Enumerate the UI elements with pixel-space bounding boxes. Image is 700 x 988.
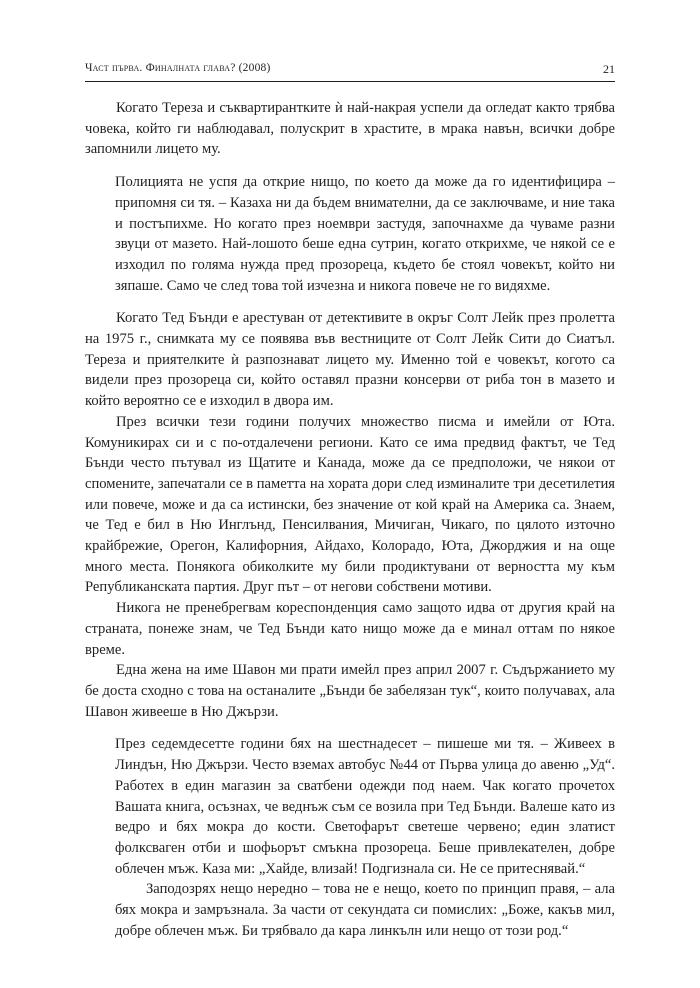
chapter-title-text: Част първа. Финалната глава?	[85, 62, 236, 74]
paragraph: Когато Тереза и съквартирантките ѝ най-накрая успели да огледат както трябва човека, който ги наблюдавал, полускрит в храстите, в мрака навън, всички добре запомнили лицето му.	[85, 100, 615, 158]
chapter-title	[85, 62, 271, 74]
body-text	[85, 98, 615, 941]
paragraph: Никога не пренебрегвам кореспонденция само защото идва от другия край на страната, понеже знам, че Тед Бънди като нищо може да е минал оттам по някое време.	[85, 600, 615, 658]
quote-paragraph: Заподозрях нещо нередно – това не е нещо, което по принцип правя, – ала бях мокра и замръзнала. За части от секундата си помислих: „Боже, какъв мил, добре облечен мъж. Би трябвало да кара линкълн или нещо от този род.“	[115, 881, 615, 939]
quote-paragraph: Полицията не успя да открие нищо, по което да може да го идентифицира – припомня си тя. – Казаха ни да бъдем внимателни, да се заключваме, и ние така и постъпихме. Но когато през ноември застудя, започнахме да чуваме разни звуци от мазето. Най-лошото беше една сутрин, когато открихме, че някой се е изходил по голяма нужда пред прозореца, където бе стоял човекът, който ни зяпаше. Само че след това той изчезна и никога повече не го видяхме.	[115, 174, 615, 294]
block-quote	[115, 734, 615, 941]
paragraph: През всички тези години получих множество писма и имейли от Юта. Комуникирах си и с по-отдалечени региони. Като се има предвид фактът, че Тед Бънди често пътувал из Щатите и Канада, може да се предположи, че някои от спомените, запечатали се в паметта на хората дори след изминалите три десетилетия или повече, може и да са истински, без значение от кой край на Америка са. Знаем, че Тед е бил в Ню Инглънд, Пенсилвания, Мичиган, Чикаго, по цялото източно крайбрежие, Орегон, Калифорния, Айдахо, Колорадо, Юта, Джорджия и на още много места. Понякога обиколките му били продиктувани от верността му към Републиканската партия. Друг път – от негови собствени мотиви.	[85, 413, 615, 596]
running-header	[85, 62, 615, 80]
header-rule	[85, 81, 615, 82]
chapter-year: (2008)	[238, 62, 271, 74]
page-number: 21	[603, 62, 615, 76]
quote-paragraph: През седемдесетте години бях на шестнадесет – пишеше ми тя. – Живеех в Линдън, Ню Джързи. Често вземах автобус №44 от Първа улица до авеню „Уд“. Работех в един магазин за сватбени одежди под наем. Чак когато прочетох Вашата книга, осъзнах, че веднъж съм се возила при Тед Бънди. Валеше като из ведро и бях мокра до кости. Светофарът светеше червено; един златист фолксваген отби и шофьорът смъкна прозореца. Беше привлекателен, добре облечен мъж. Каза ми: „Хайде, влизай! Подгизнала си. Не се притеснявай.“	[115, 736, 615, 877]
paragraph: Една жена на име Шавон ми прати имейл през април 2007 г. Съдържанието му бе доста сходно с това на останалите „Бънди бе забелязан тук“, които получавах, ала Шавон живееше в Ню Джързи.	[85, 662, 615, 720]
paragraph: Когато Тед Бънди е арестуван от детективите в окръг Солт Лейк през пролетта на 1975 г., снимката му се появява във вестниците от Солт Лейк Сити до Сиатъл. Тереза и приятелките ѝ разпознават лицето му. Именно той е човекът, когото са видели през прозореца си, който оставял празни консерви от риба тон в мазето и който вероятно се е изходил в двора им.	[85, 310, 615, 410]
block-quote	[115, 172, 615, 296]
